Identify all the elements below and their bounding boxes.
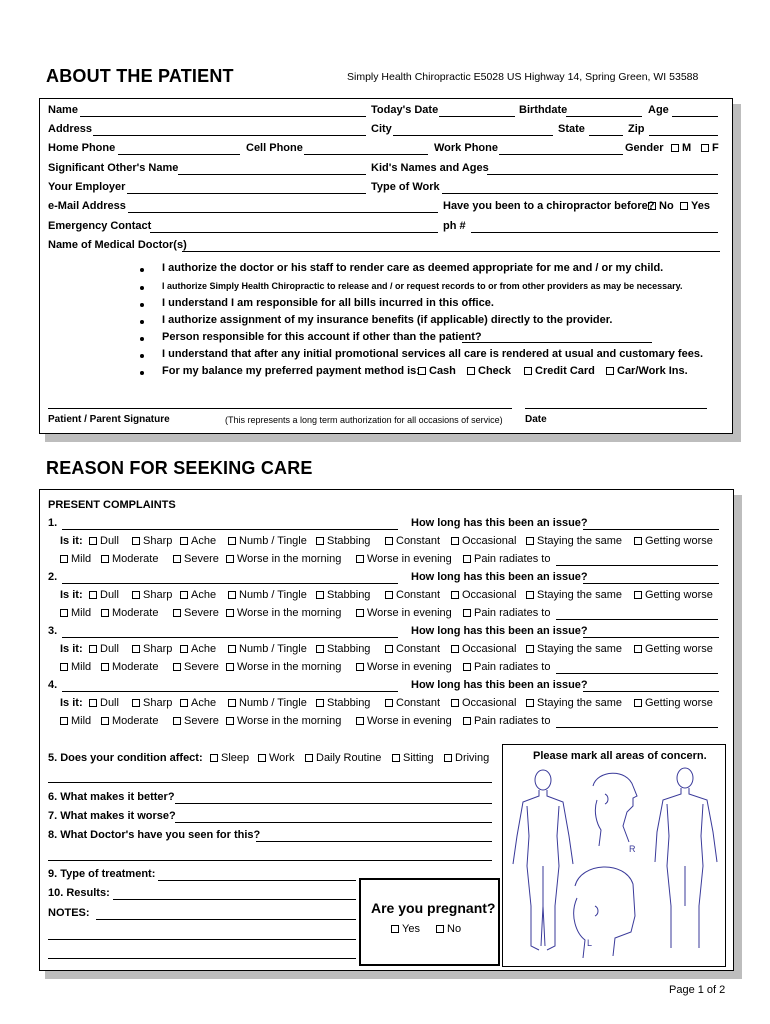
ph-label: ph # [443, 220, 466, 232]
reason-section-title: REASON FOR SEEKING CARE [46, 458, 313, 478]
symptom-checkbox[interactable] [228, 645, 236, 653]
severity-option[interactable]: Worse in the morning [226, 607, 341, 619]
severity-checkbox[interactable] [60, 555, 68, 563]
how-long-label: How long has this been an issue? [411, 517, 588, 529]
severity-checkbox[interactable] [173, 555, 181, 563]
radiates-to-field[interactable] [556, 619, 718, 620]
bullet-payment-method: For my balance my preferred payment method is: [162, 365, 420, 377]
symptom-checkbox[interactable] [316, 537, 324, 545]
severity-option[interactable]: Mild [60, 715, 91, 727]
complaint-number: 1. [48, 517, 58, 529]
symptom-option[interactable]: Constant [385, 643, 440, 655]
payment-credit-checkbox[interactable] [524, 367, 532, 375]
symptom-checkbox[interactable] [316, 699, 324, 707]
gender-m-option[interactable]: M [671, 142, 691, 154]
chiro-yes-checkbox[interactable] [680, 202, 688, 210]
chiro-yes-option[interactable]: Yes [680, 200, 710, 212]
zip-label: Zip [628, 123, 645, 135]
state-label: State [558, 123, 585, 135]
q8-label: 8. What Doctor's have you seen for this? [48, 829, 261, 841]
severity-checkbox[interactable] [463, 663, 471, 671]
how-long-field[interactable] [583, 583, 719, 584]
significant-other-label: Significant Other's Name [48, 162, 179, 174]
payment-carwork-checkbox[interactable] [606, 367, 614, 375]
employer-label: Your Employer [48, 181, 126, 193]
side-head-figure [593, 773, 637, 846]
bullet-insurance-assignment: I authorize assignment of my insurance benefits (if applicable) directly to the provider. [162, 314, 613, 326]
severity-checkbox[interactable] [226, 555, 234, 563]
symptom-option[interactable]: Occasional [451, 643, 516, 655]
severity-checkbox[interactable] [356, 663, 364, 671]
state-field[interactable] [589, 135, 623, 136]
affect-driving-option[interactable]: Driving [444, 752, 489, 764]
complaint-field[interactable] [62, 583, 398, 584]
label-left: L [587, 938, 593, 948]
severity-option[interactable]: Worse in the morning [226, 661, 341, 673]
payment-carwork-option[interactable]: Car/Work Ins. [606, 365, 688, 377]
symptom-option[interactable]: Getting worse [634, 697, 713, 709]
severity-option[interactable]: Pain radiates to [463, 661, 550, 673]
bullet-authorize-care: I authorize the doctor or his staff to render care as deemed appropriate for me and / or my child. [162, 262, 664, 274]
q8-field[interactable] [256, 841, 492, 842]
severity-option[interactable]: Mild [60, 553, 91, 565]
severity-option[interactable]: Severe [173, 607, 219, 619]
symptom-checkbox[interactable] [634, 645, 642, 653]
todays-date-label: Today's Date [371, 104, 439, 116]
significant-other-field[interactable] [178, 174, 366, 175]
ph-field[interactable] [471, 232, 718, 233]
bullet-responsible-bills: I understand I am responsible for all bills incurred in this office. [162, 297, 494, 309]
symptom-checkbox[interactable] [634, 537, 642, 545]
q7-label: 7. What makes it worse? [48, 810, 176, 822]
symptom-checkbox[interactable] [180, 645, 188, 653]
symptom-checkbox[interactable] [89, 591, 97, 599]
pregnant-no-option[interactable]: No [436, 923, 461, 935]
notes-field-2[interactable] [48, 939, 356, 940]
symptom-option[interactable]: Dull [89, 589, 119, 601]
symptom-option[interactable]: Sharp [132, 697, 172, 709]
how-long-label: How long has this been an issue? [411, 571, 588, 583]
symptom-checkbox[interactable] [228, 537, 236, 545]
symptom-checkbox[interactable] [385, 699, 393, 707]
symptom-checkbox[interactable] [132, 645, 140, 653]
symptom-option[interactable]: Getting worse [634, 535, 713, 547]
symptom-checkbox[interactable] [89, 645, 97, 653]
q9-label: 9. Type of treatment: [48, 868, 156, 880]
date-label: Date [525, 414, 547, 425]
city-label: City [371, 123, 392, 135]
severity-option[interactable]: Severe [173, 553, 219, 565]
how-long-field[interactable] [583, 691, 719, 692]
signature-label: Patient / Parent Signature [48, 414, 170, 425]
kids-label: Kid's Names and Ages [371, 162, 489, 174]
chiro-no-option[interactable]: No [648, 200, 674, 212]
signature-date-field[interactable] [525, 408, 707, 409]
severity-checkbox[interactable] [463, 717, 471, 725]
severity-checkbox[interactable] [356, 555, 364, 563]
authorization-note: (This represents a long term authorization for all occasions of service) [225, 415, 503, 425]
symptom-checkbox[interactable] [89, 537, 97, 545]
clinic-address: Simply Health Chiropractic E5028 US Highway 14, Spring Green, WI 53588 [347, 71, 699, 83]
symptom-checkbox[interactable] [526, 591, 534, 599]
pregnant-yes-option[interactable]: Yes [391, 923, 420, 935]
symptom-checkbox[interactable] [451, 591, 459, 599]
gender-f-checkbox[interactable] [701, 144, 709, 152]
symptom-option[interactable]: Staying the same [526, 643, 622, 655]
symptom-checkbox[interactable] [132, 537, 140, 545]
name-label: Name [48, 104, 78, 116]
q6-field[interactable] [175, 803, 492, 804]
is-it-label: Is it: [60, 535, 83, 547]
severity-option[interactable]: Severe [173, 661, 219, 673]
complaint-number: 3. [48, 625, 58, 637]
is-it-label: Is it: [60, 697, 83, 709]
zip-field[interactable] [649, 135, 718, 136]
symptom-checkbox[interactable] [132, 591, 140, 599]
severity-checkbox[interactable] [226, 609, 234, 617]
symptom-option[interactable]: Numb / Tingle [228, 535, 307, 547]
severity-option[interactable]: Moderate [101, 553, 158, 565]
symptom-option[interactable]: Dull [89, 643, 119, 655]
symptom-option[interactable]: Occasional [451, 589, 516, 601]
how-long-field[interactable] [583, 637, 719, 638]
symptom-option[interactable]: Dull [89, 697, 119, 709]
q10-label: 10. Results: [48, 887, 110, 899]
medical-doctor-field[interactable] [182, 251, 720, 252]
severity-checkbox[interactable] [356, 609, 364, 617]
mark-areas-label: Please mark all areas of concern. [533, 750, 707, 762]
medical-doctor-label: Name of Medical Doctor(s) [48, 239, 187, 251]
is-it-label: Is it: [60, 589, 83, 601]
age-field[interactable] [672, 116, 718, 117]
severity-checkbox[interactable] [356, 717, 364, 725]
symptom-checkbox[interactable] [180, 537, 188, 545]
severity-checkbox[interactable] [60, 717, 68, 725]
severity-checkbox[interactable] [173, 717, 181, 725]
complaint-number: 4. [48, 679, 58, 691]
symptom-checkbox[interactable] [634, 699, 642, 707]
severity-checkbox[interactable] [226, 717, 234, 725]
severity-option[interactable]: Worse in evening [356, 661, 452, 673]
q5-extra-field[interactable] [48, 782, 492, 783]
severity-checkbox[interactable] [101, 717, 109, 725]
is-it-label: Is it: [60, 643, 83, 655]
symptom-checkbox[interactable] [385, 645, 393, 653]
payment-credit-option[interactable]: Credit Card [524, 365, 595, 377]
symptom-checkbox[interactable] [451, 537, 459, 545]
address-label: Address [48, 123, 93, 135]
gender-m-checkbox[interactable] [671, 144, 679, 152]
severity-option[interactable]: Worse in evening [356, 607, 452, 619]
severity-checkbox[interactable] [101, 609, 109, 617]
notes-field-3[interactable] [48, 958, 356, 959]
affect-sleep-checkbox[interactable] [210, 754, 218, 762]
severity-checkbox[interactable] [173, 609, 181, 617]
home-phone-label: Home Phone [48, 142, 116, 154]
symptom-checkbox[interactable] [228, 699, 236, 707]
gender-label: Gender [625, 142, 664, 154]
city-field[interactable] [393, 135, 553, 136]
symptom-option[interactable]: Constant [385, 697, 440, 709]
pregnant-box [359, 878, 500, 966]
birthdate-field[interactable] [566, 116, 642, 117]
complaint-field[interactable] [62, 529, 398, 530]
birthdate-label: Birthdate [519, 104, 568, 116]
severity-option[interactable]: Mild [60, 607, 91, 619]
symptom-option[interactable]: Getting worse [634, 589, 713, 601]
type-of-work-label: Type of Work [371, 181, 440, 193]
symptom-option[interactable]: Occasional [451, 535, 516, 547]
symptom-option[interactable]: Staying the same [526, 535, 622, 547]
affect-work-checkbox[interactable] [258, 754, 266, 762]
kids-field[interactable] [487, 174, 718, 175]
symptom-checkbox[interactable] [89, 699, 97, 707]
q8-extra-field[interactable] [48, 860, 492, 861]
complaint-field[interactable] [62, 691, 398, 692]
symptom-checkbox[interactable] [385, 591, 393, 599]
bullet-authorize-records: I authorize Simply Health Chiropractic to release and / or request records to or from other providers as may be necessary. [162, 281, 683, 291]
home-phone-field[interactable] [118, 154, 240, 155]
front-body-figure [513, 770, 573, 950]
how-long-field[interactable] [583, 529, 719, 530]
cell-phone-field[interactable] [304, 154, 428, 155]
symptom-checkbox[interactable] [180, 591, 188, 599]
symptom-checkbox[interactable] [634, 591, 642, 599]
cell-phone-label: Cell Phone [246, 142, 303, 154]
q10-field[interactable] [113, 899, 356, 900]
todays-date-field[interactable] [439, 116, 515, 117]
severity-option[interactable]: Pain radiates to [463, 715, 550, 727]
severity-option[interactable]: Moderate [101, 607, 158, 619]
severity-checkbox[interactable] [60, 663, 68, 671]
symptom-option[interactable]: Stabbing [316, 589, 370, 601]
address-field[interactable] [93, 135, 366, 136]
age-label: Age [648, 104, 669, 116]
symptom-option[interactable]: Staying the same [526, 589, 622, 601]
symptom-option[interactable]: Stabbing [316, 535, 370, 547]
notes-field-1[interactable] [96, 919, 356, 920]
symptom-option[interactable]: Numb / Tingle [228, 589, 307, 601]
lower-head-figure [574, 867, 635, 958]
name-field[interactable] [80, 116, 366, 117]
symptom-option[interactable]: Constant [385, 589, 440, 601]
back-body-figure [655, 768, 717, 948]
symptom-option[interactable]: Ache [180, 535, 216, 547]
symptom-option[interactable]: Numb / Tingle [228, 697, 307, 709]
severity-option[interactable]: Worse in evening [356, 553, 452, 565]
severity-option[interactable]: Pain radiates to [463, 607, 550, 619]
affect-routine-checkbox[interactable] [305, 754, 313, 762]
q7-field[interactable] [175, 822, 492, 823]
symptom-option[interactable]: Ache [180, 589, 216, 601]
responsible-person-field[interactable] [462, 342, 652, 343]
severity-checkbox[interactable] [101, 555, 109, 563]
affect-sitting-checkbox[interactable] [392, 754, 400, 762]
radiates-to-field[interactable] [556, 673, 718, 674]
symptom-checkbox[interactable] [526, 699, 534, 707]
severity-option[interactable]: Mild [60, 661, 91, 673]
email-field[interactable] [128, 212, 438, 213]
affect-sleep-option[interactable]: Sleep [210, 752, 249, 764]
symptom-checkbox[interactable] [526, 645, 534, 653]
work-phone-field[interactable] [499, 154, 623, 155]
severity-option[interactable]: Severe [173, 715, 219, 727]
severity-option[interactable]: Worse in the morning [226, 715, 341, 727]
symptom-option[interactable]: Occasional [451, 697, 516, 709]
symptom-checkbox[interactable] [132, 699, 140, 707]
page-number: Page 1 of 2 [669, 984, 726, 996]
symptom-checkbox[interactable] [451, 699, 459, 707]
symptom-option[interactable]: Numb / Tingle [228, 643, 307, 655]
emergency-contact-label: Emergency Contact [48, 220, 152, 232]
type-of-work-field[interactable] [442, 193, 718, 194]
label-right: R [629, 844, 636, 854]
notes-label: NOTES: [48, 907, 90, 919]
symptom-checkbox[interactable] [451, 645, 459, 653]
q9-field[interactable] [158, 880, 356, 881]
severity-checkbox[interactable] [463, 609, 471, 617]
symptom-checkbox[interactable] [316, 645, 324, 653]
severity-option[interactable]: Worse in the morning [226, 553, 341, 565]
email-label: e-Mail Address [48, 200, 126, 212]
symptom-option[interactable]: Stabbing [316, 697, 370, 709]
symptom-option[interactable]: Constant [385, 535, 440, 547]
q5-label: 5. Does your condition affect: [48, 752, 203, 764]
payment-check-option[interactable]: Check [467, 365, 511, 377]
severity-option[interactable]: Moderate [101, 715, 158, 727]
payment-cash-checkbox[interactable] [418, 367, 426, 375]
symptom-option[interactable]: Sharp [132, 589, 172, 601]
severity-checkbox[interactable] [463, 555, 471, 563]
pregnant-label: Are you pregnant? [371, 900, 496, 916]
signature-field[interactable] [48, 408, 512, 409]
symptom-option[interactable]: Sharp [132, 643, 172, 655]
body-diagram-image[interactable] [505, 766, 723, 962]
symptom-checkbox[interactable] [316, 591, 324, 599]
severity-checkbox[interactable] [101, 663, 109, 671]
payment-cash-option[interactable]: Cash [418, 365, 456, 377]
bullet-responsible-person: Person responsible for this account if other than the patient? [162, 331, 482, 343]
symptom-checkbox[interactable] [385, 537, 393, 545]
symptom-option[interactable]: Sharp [132, 535, 172, 547]
severity-checkbox[interactable] [226, 663, 234, 671]
affect-driving-checkbox[interactable] [444, 754, 452, 762]
symptom-option[interactable]: Staying the same [526, 697, 622, 709]
payment-check-checkbox[interactable] [467, 367, 475, 375]
severity-checkbox[interactable] [173, 663, 181, 671]
radiates-to-field[interactable] [556, 565, 718, 566]
chiro-before-label: Have you been to a chiropractor before? [443, 200, 655, 212]
severity-option[interactable]: Pain radiates to [463, 553, 550, 565]
severity-option[interactable]: Moderate [101, 661, 158, 673]
symptom-option[interactable]: Ache [180, 697, 216, 709]
symptom-option[interactable]: Dull [89, 535, 119, 547]
symptom-checkbox[interactable] [180, 699, 188, 707]
about-section-title: ABOUT THE PATIENT [46, 66, 234, 86]
chiro-no-checkbox[interactable] [648, 202, 656, 210]
radiates-to-field[interactable] [556, 727, 718, 728]
symptom-option[interactable]: Ache [180, 643, 216, 655]
pregnant-no-checkbox[interactable] [436, 925, 444, 933]
affect-work-option[interactable]: Work [258, 752, 294, 764]
how-long-label: How long has this been an issue? [411, 679, 588, 691]
severity-option[interactable]: Worse in evening [356, 715, 452, 727]
complaint-number: 2. [48, 571, 58, 583]
symptom-checkbox[interactable] [228, 591, 236, 599]
pregnant-yes-checkbox[interactable] [391, 925, 399, 933]
complaint-field[interactable] [62, 637, 398, 638]
severity-checkbox[interactable] [60, 609, 68, 617]
q6-label: 6. What makes it better? [48, 791, 175, 803]
present-complaints-label: PRESENT COMPLAINTS [48, 499, 176, 511]
symptom-checkbox[interactable] [526, 537, 534, 545]
affect-routine-option[interactable]: Daily Routine [305, 752, 381, 764]
affect-sitting-option[interactable]: Sitting [392, 752, 434, 764]
employer-field[interactable] [127, 193, 366, 194]
bullet-promotional-services: I understand that after any initial promotional services all care is rendered at usual and customary fees. [162, 348, 704, 360]
gender-f-option[interactable]: F [701, 142, 719, 154]
how-long-label: How long has this been an issue? [411, 625, 588, 637]
work-phone-label: Work Phone [434, 142, 498, 154]
emergency-contact-field[interactable] [150, 232, 438, 233]
symptom-option[interactable]: Getting worse [634, 643, 713, 655]
symptom-option[interactable]: Stabbing [316, 643, 370, 655]
